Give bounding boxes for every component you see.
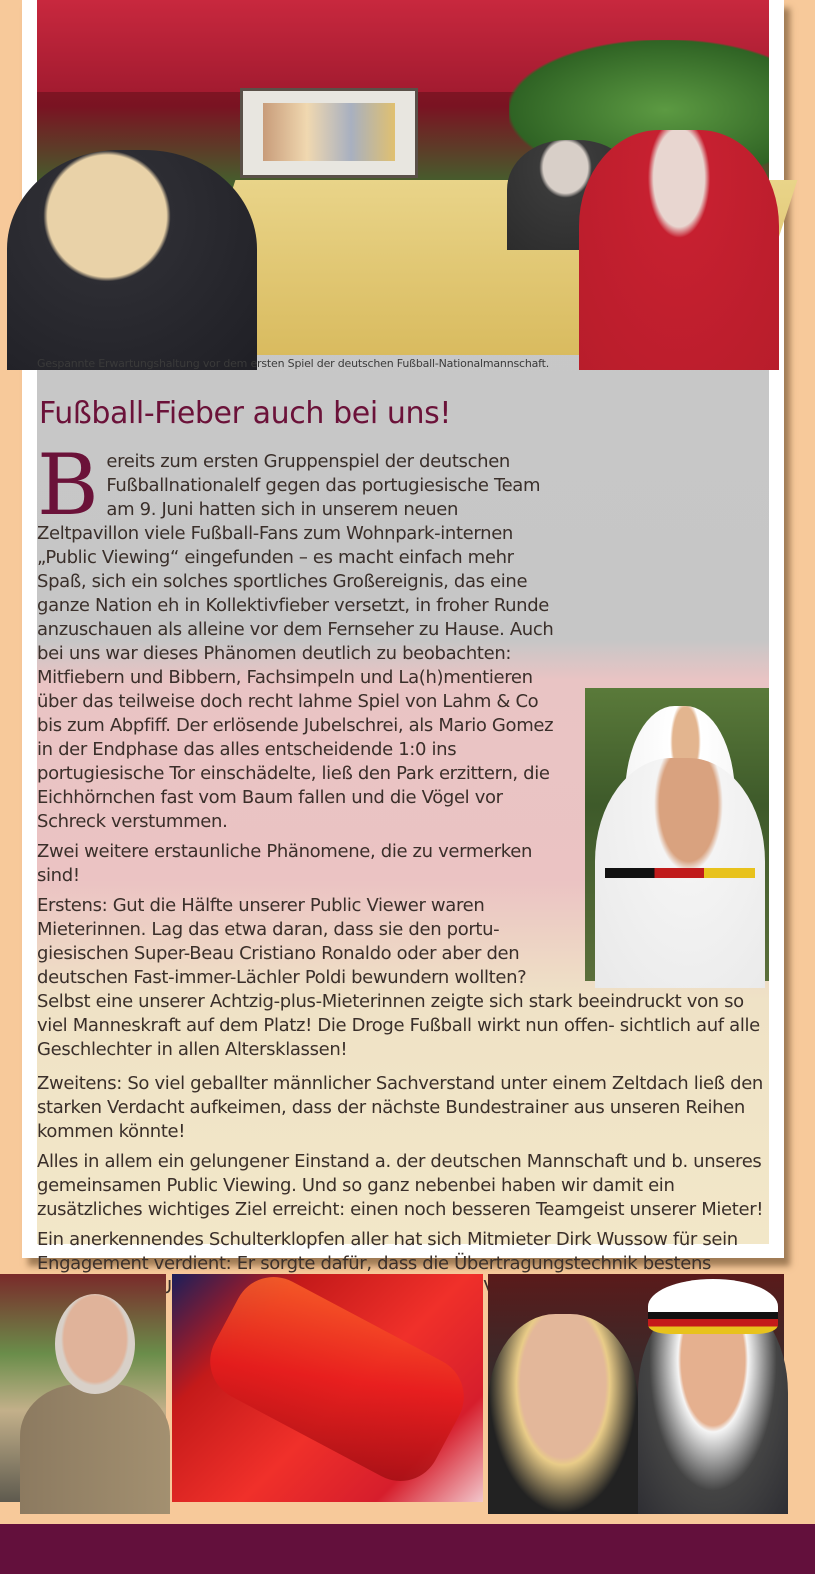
projection-screen: [240, 88, 418, 178]
photo-fan-couple: [488, 1274, 784, 1502]
photo-red-bottle: [172, 1274, 483, 1502]
paragraph-4: Zweitens: So viel geballter männlicher Sachverstand unter einem Zeltdach ließ den starken Verdacht aufkeimen, dass der nächste Bundestrainer aus unseren Reihen kommen könnte!: [37, 1073, 763, 1142]
dropcap: B: [37, 436, 99, 534]
hero-caption: Gespannte Erwartungshaltung vor dem ersten Spiel der deutschen Fußball-Nationalmannschaft.: [37, 357, 550, 370]
spectator-left: [7, 150, 257, 370]
jersey-stripe: [605, 868, 755, 878]
hero-photo: [37, 0, 769, 355]
spectator-right: [579, 130, 779, 370]
article-body: [37, 436, 769, 1306]
paragraph-5: Alles in allem ein gelungener Einstand a. der deutschen Mannschaft und b. unseres gemeinsamen Public Viewing. Und so ganz nebenbei haben wir damit ein zusätzliches wichtiges Ziel erreicht: einen noch besseren Teamgeist unserer Mieter!: [37, 1151, 764, 1220]
paragraph-1: [37, 436, 769, 834]
article-headline: Fußball-Fieber auch bei uns!: [39, 396, 451, 431]
photo-older-man: [0, 1274, 166, 1502]
fan-cap: [648, 1279, 778, 1334]
fan-woman: [488, 1314, 638, 1514]
paragraph-3: Erstens: Gut die Hälfte unserer Public Viewer waren Mieterinnen. Lag das etwa daran, dass sie den portu-giesischen Super-Beau Cristiano Ronaldo oder aber den deutschen Fast-immer-Lächler Poldi bewundern wollten? Selbst eine unserer Achtzig-plus-Mieterinnen zeigte sich stark beeindruckt von so viel Manneskraft auf dem Platz! Die Droge Fußball wirkt nun offen- sichtlich auf alle Geschlechter in allen Altersklassen!: [37, 895, 760, 1060]
article-panel: [37, 0, 769, 1274]
paragraph-6: Ein anerkennendes Schulterklopfen aller hat sich Mitmieter Dirk Wussow für sein Engagement verdient: Er sorgte dafür, dass die Übertragungstechnik bestens: [37, 1229, 738, 1274]
inset-photo-fans: [585, 688, 769, 981]
footer-bar: [0, 1524, 815, 1574]
photo-older-man-body: [20, 1384, 170, 1514]
paragraph-2: Zwei weitere erstaunliche Phänomene, die zu vermerken sind!: [37, 841, 533, 886]
paragraph-1-text: ereits zum ersten Gruppenspiel der deutschen Fußballnationalelf gegen das portugiesische Team am 9. Juni hatten sich in unserem neuen Zeltpavillon viele Fußball-Fans zum Wohnpark-internen „Public Viewing“ eingefunden – es macht einfach mehr Spaß, sich ein solches sportliches Großereignis, das eine ganze Nation eh in Kollektivfieber versetzt, in froher Runde anzuschauen als alleine vor dem Fernseher zu Hause. Auch bei uns war dieses Phänomen deutlich zu beobachten: Mitfiebern und Bibbern, Fachsimpeln und La(h)mentieren über das teilweise doch recht lahme Spiel von Lahm & Co bis zum Abpfiff. Der erlösende Jubelschrei, als Mario Gomez in der Endphase das alles entscheidende 1:0 ins portugiesische Tor einschädelte, ließ den Park erzittern, die Eichhörnchen fast vom Baum fallen und die Vögel vor Schreck verstummen.: [37, 451, 554, 832]
red-bottle: [196, 1263, 478, 1495]
photo-older-man-head: [55, 1294, 135, 1394]
